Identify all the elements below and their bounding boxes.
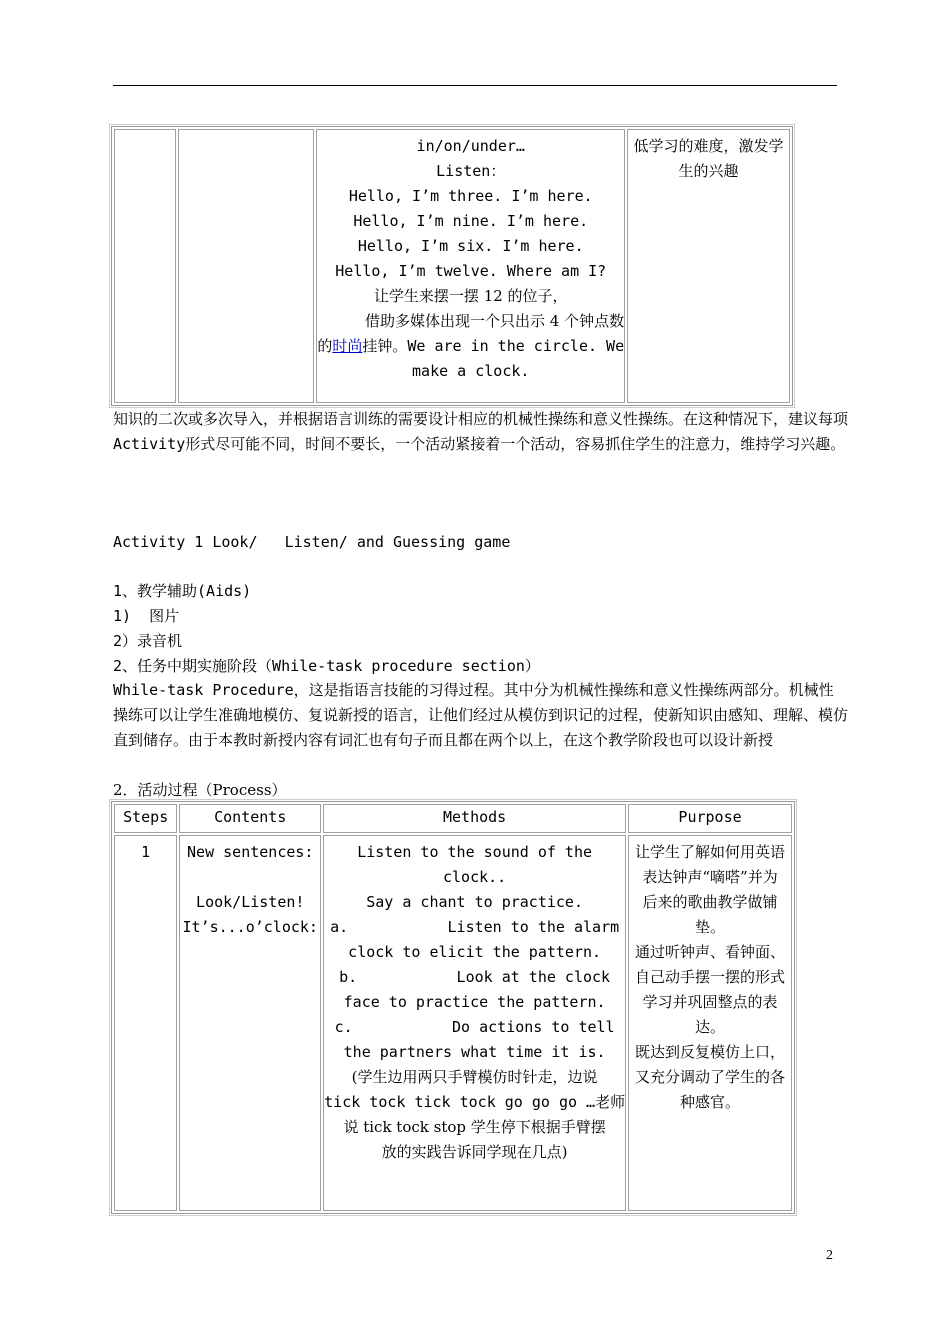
purpose-line: 低学习的难度，激发学 [633, 137, 784, 155]
aids-item: 1) 图片 [113, 607, 180, 625]
contents-cell [179, 835, 321, 1211]
purpose-line: 学习并巩固整点的表 [642, 993, 778, 1011]
method-line: b. Look at the clock [339, 968, 611, 986]
purpose-line: 自己动手摆一摆的形式 [635, 968, 786, 986]
method-line: Listen to the sound of the clock.. [357, 843, 593, 886]
method-line: a. Listen to the alarm [330, 918, 620, 936]
table-row [114, 835, 792, 1211]
method-line [317, 334, 624, 359]
content-spacer [180, 865, 320, 890]
contents-cell [178, 129, 315, 403]
purpose-line: 通过听钟声、看钟面、 [635, 943, 786, 961]
method-line: c. Do actions to tell [334, 1018, 615, 1036]
continued-table [111, 126, 793, 406]
fashion-link[interactable]: 时尚 [332, 337, 363, 355]
method-line: 放的实践告诉同学现在几点) [381, 1143, 568, 1161]
page-number: 2 [826, 1248, 833, 1263]
steps-cell [114, 129, 176, 403]
purpose-line: 种感官。 [680, 1093, 741, 1111]
method-line: the partners what time it is. [343, 1043, 606, 1061]
method-line: Hello, I’m twelve. Where am I? [335, 262, 607, 280]
methods-cell [323, 835, 626, 1211]
purpose-line: 又充分调动了学生的各 [635, 1068, 786, 1086]
method-line: Listen： [436, 162, 506, 180]
method-text: 挂钟。We are in the circle. We [362, 337, 625, 355]
process-table [111, 801, 795, 1214]
intro-paragraph: 知识的二次或多次导入，并根据语言训练的需要设计相应的机械性操练和意义性操练。在这种情况下，建议每项Activity形式尽可能不同，时间不要长，一个活动紧接着一个活动，容易抓住学生的注意力，维持学习兴趣。 [113, 410, 849, 453]
aids-heading: 1、教学辅助(Aids) [113, 582, 252, 600]
purpose-line: 达。 [695, 1018, 726, 1036]
purpose-line: 生的兴趣 [678, 162, 739, 180]
method-line: Hello, I’m six. I’m here. [357, 237, 584, 255]
method-line: make a clock. [412, 362, 530, 380]
process-heading: 2．活动过程（Process） [113, 781, 287, 799]
method-line: tick tock tick tock go go go …老师 [324, 1093, 626, 1111]
header-steps: Steps [114, 804, 177, 833]
step-cell: 1 [114, 835, 177, 1211]
header-methods: Methods [323, 804, 626, 833]
method-line: 说 tick tock stop 学生停下根据手臂摆 [343, 1118, 606, 1136]
purpose-line: 让学生了解如何用英语 [635, 843, 786, 861]
purpose-cell [628, 835, 792, 1211]
purpose-line: 既达到反复模仿上口， [635, 1043, 786, 1061]
header-rule [113, 85, 837, 86]
purpose-line: 表达钟声“嘀嗒”并为 [642, 868, 778, 886]
method-line: 借助多媒体出现一个只出示 4 个钟点数 [365, 312, 625, 330]
method-line: face to practice the pattern. [343, 993, 606, 1011]
header-purpose: Purpose [628, 804, 792, 833]
method-text: 的 [317, 337, 333, 355]
purpose-line: 垫。 [695, 918, 726, 936]
method-line: 让学生来摆一摆 12 的位子， [373, 287, 568, 305]
content-line: New sentences: [187, 843, 314, 861]
method-line: Hello, I’m three. I’m here. [348, 187, 593, 205]
method-line: clock to elicit the pattern. [348, 943, 602, 961]
section-paragraph: While-task Procedure，这是指语言技能的习得过程。其中分为机械性操练和意义性操练两部分。机械性操练可以让学生准确地模仿、复说新授的语言，让他们经过从模仿到识记的过程，使新知识由感知、理解、模仿直到储存。由于本教时新授内容有词汇也有句子而且都在两个以上，在这个教学阶段也可以设计新授 [113, 681, 849, 749]
activity-title: Activity 1 Look/ Listen/ and Guessing game [113, 533, 511, 551]
table-header-row [114, 804, 792, 833]
table-row [114, 129, 790, 403]
method-line: (学生边用两只手臂模仿时针走，边说 [351, 1068, 598, 1086]
method-line: Hello, I’m nine. I’m here. [353, 212, 589, 230]
methods-cell [316, 129, 625, 403]
section-heading: 2、任务中期实施阶段（While-task procedure section） [113, 657, 540, 675]
method-line: Say a chant to practice. [366, 893, 583, 911]
content-line: Look/Listen! [196, 893, 305, 911]
header-contents: Contents [179, 804, 321, 833]
aids-item: 2）录音机 [113, 632, 183, 650]
method-line: in/on/under… [416, 137, 525, 155]
purpose-line: 后来的歌曲教学做铺 [642, 893, 778, 911]
purpose-cell [627, 129, 790, 403]
content-line: It’s...o’clock: [182, 918, 318, 936]
